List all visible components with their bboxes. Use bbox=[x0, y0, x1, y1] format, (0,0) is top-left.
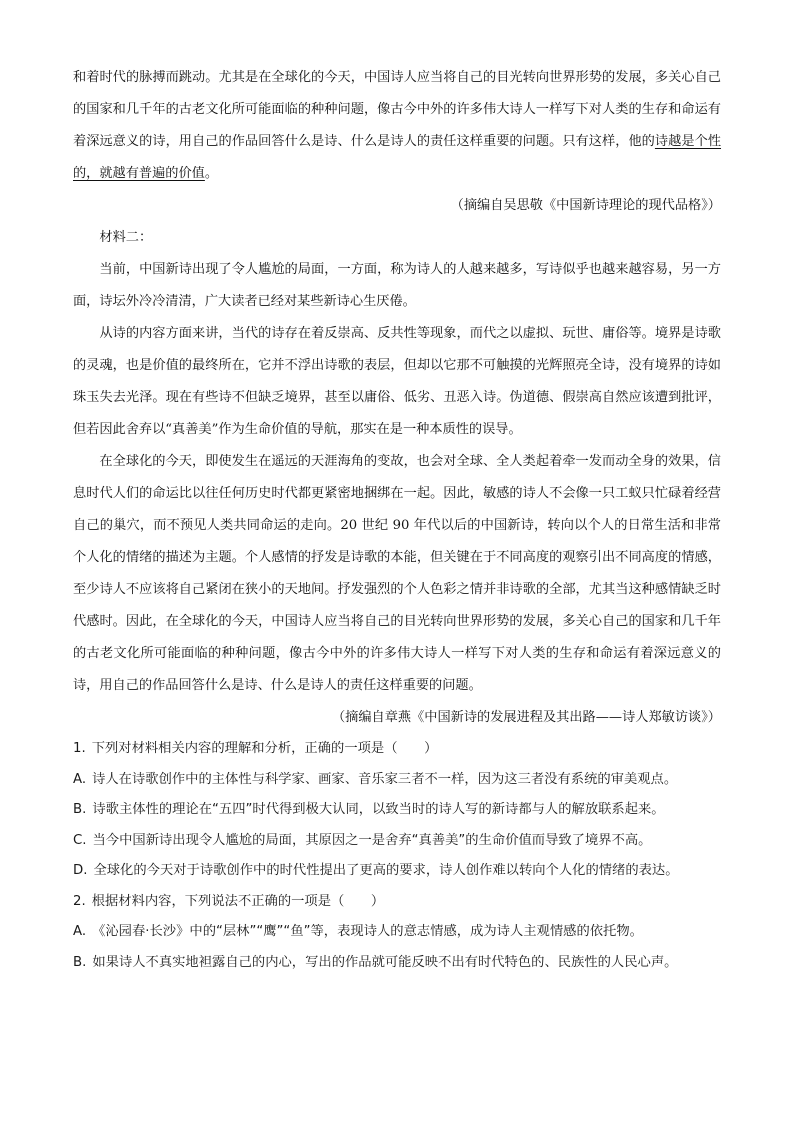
question-1-option-b bbox=[73, 795, 721, 826]
question-1-option-c bbox=[73, 826, 721, 857]
option-text: 诗歌主体性的理论在“五四”时代得到极大认同，以致当时的诗人写的新诗都与人的解放联系起来。 bbox=[92, 802, 665, 817]
option-text: 如果诗人不真实地袒露自己的内心，写出的作品就可能反映不出有时代特色的、民族性的人民心声。 bbox=[92, 954, 678, 970]
question-2 bbox=[73, 887, 721, 979]
option-letter: A. bbox=[73, 924, 87, 939]
underlined-phrase: 诗越是个性的，就越有普遍的价值 bbox=[73, 134, 722, 181]
material2-paragraph-1: 当前，中国新诗出现了令人尴尬的局面，一方面，称为诗人的人越来越多，写诗似乎也越来越容易，另一方面，诗坛外冷冷清清，广大读者已经对某些新诗心生厌倦。 bbox=[73, 262, 721, 309]
option-text: 诗人在诗歌创作中的主体性与科学家、画家、音乐家三者不一样，因为这三者没有系统的审美观点。 bbox=[92, 771, 678, 787]
material1-tail-end: 。 bbox=[204, 166, 219, 181]
question-2-option-b bbox=[73, 948, 721, 979]
question-2-number: 2. bbox=[73, 893, 86, 909]
material1-source: （摘编自吴思敬《中国新诗理论的现代品格》） bbox=[450, 198, 721, 213]
material1-tail-text: 和着时代的脉搏而跳动。尤其是在全球化的今天，中国诗人应当将自己的目光转向世界形势的发展，多关心自己的国家和几千年的古老文化所可能面临的种种问题，像古今中外的许多伟大诗人一样写下对人类的生存和命运有着深远意义的诗，用自己的作品回答什么是诗、什么是诗人的责任这样重要的问题。只有这样，他的 bbox=[73, 70, 721, 149]
option-text: 当今中国新诗出现令人尴尬的局面，其原因之一是舍弃“真善美”的生命价值而导致了境界不高。 bbox=[92, 832, 652, 848]
question-2-stem bbox=[73, 887, 721, 918]
question-2-option-a bbox=[73, 917, 721, 948]
material1-tail-paragraph bbox=[73, 62, 721, 190]
option-letter: D. bbox=[73, 863, 88, 878]
question-1-option-a bbox=[73, 765, 721, 796]
option-letter: B. bbox=[73, 802, 87, 817]
question-2-text: 根据材料内容，下列说法不正确的一项是（ ） bbox=[91, 893, 385, 909]
option-letter: A. bbox=[73, 771, 87, 787]
question-1-text: 下列对材料相关内容的理解和分析，正确的一项是（ ） bbox=[91, 741, 438, 756]
option-text: 全球化的今天对于诗歌创作中的时代性提出了更高的要求，诗人创作难以转向个人化的情绪的表达。 bbox=[93, 863, 679, 878]
option-letter: B. bbox=[73, 954, 87, 970]
material2-paragraph-3: 在全球化的今天，即使发生在遥远的天涯海角的变故，也会对全球、全人类起着牵一发而动全身的效果，信息时代人们的命运比以往任何历史时代都更紧密地捆绑在一起。因此，敏感的诗人不会像一只工蚁只忙碌着经营自己的巢穴，而不预见人类共同命运的走向。20 世纪 90 年代以后的中国新诗，转向以个人的日常生活和非常个人化的情绪的描述为主题。个人感情的抒发是诗歌的本能，但关键在于不同高度的观察引出不同高度的情感，至少诗人不应该将自己紧闭在狭小的天地间。抒发强烈的个人色彩之情并非诗歌的全部，尤其当这种感情缺乏时代感时。因此，在全球化的今天，中国诗人应当将自己的目光转向世界形势的发展，多关心自己的国家和几千年的古老文化所可能面临的种种问题，像古今中外的许多伟大诗人一样写下对人类的生存和命运有着深远意义的诗，用自己的作品回答什么是诗、什么是诗人的责任这样重要的问题。 bbox=[73, 454, 721, 693]
option-text: 《沁园春·长沙》中的“层林”“鹰”“鱼”等，表现诗人的意志情感，成为诗人主观情感的依托物。 bbox=[92, 924, 643, 939]
option-letter: C. bbox=[73, 832, 87, 848]
material2-source: （摘编自章燕《中国新诗的发展进程及其出路——诗人郑敏访谈》） bbox=[331, 710, 721, 725]
exam-page bbox=[73, 62, 721, 978]
material2-paragraph-2: 从诗的内容方面来讲，当代的诗存在着反崇高、反共性等现象，而代之以虚拟、玩世、庸俗等。境界是诗歌的灵魂，也是价值的最终所在，它并不浮出诗歌的表层，但却以它那不可触摸的光辉照亮全诗，没有境界的诗如珠玉失去光泽。现在有些诗不但缺乏境界，甚至以庸俗、低劣、丑恶入诗。伪道德、假崇高自然应该遭到批评，但若因此舍弃以“真善美”作为生命价值的导航，那实在是一种本质性的误导。 bbox=[73, 326, 721, 437]
question-1-number: 1. bbox=[73, 741, 86, 756]
question-1-option-d bbox=[73, 856, 721, 887]
material2-heading: 材料二： bbox=[99, 230, 153, 245]
question-1-stem bbox=[73, 734, 721, 765]
question-1 bbox=[73, 734, 721, 887]
